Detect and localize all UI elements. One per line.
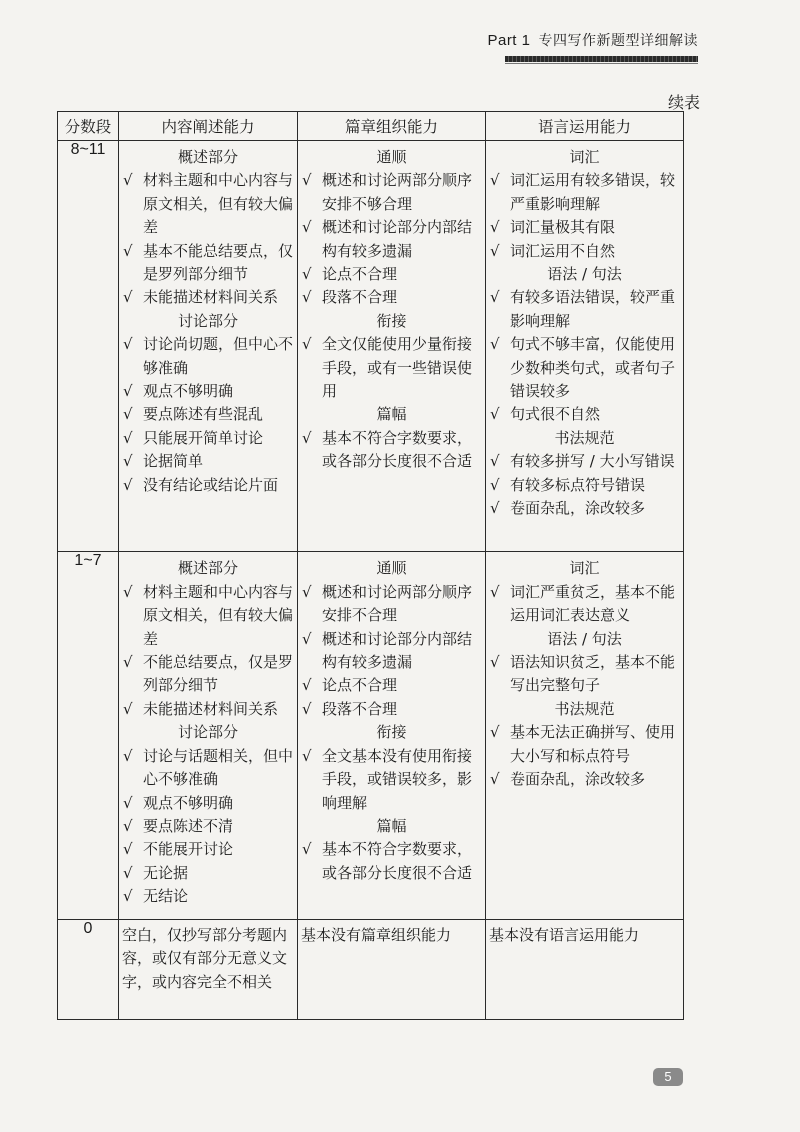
subheading: 篇幅 — [376, 405, 407, 424]
list-item — [302, 263, 481, 286]
check-icon: √ — [123, 241, 133, 260]
continued-label: 续表 — [667, 93, 700, 112]
list-item — [123, 333, 293, 380]
subheading: 语法 / 句法 — [547, 629, 622, 648]
check-icon: √ — [302, 699, 312, 718]
item-text: 句式很不自然 — [510, 405, 601, 424]
list-item — [302, 838, 481, 885]
column-header-score: 分数段 — [58, 112, 119, 141]
list-item — [123, 698, 293, 721]
list-item — [490, 216, 679, 239]
list-item — [302, 745, 481, 815]
list-item — [490, 240, 679, 263]
list-item — [490, 651, 679, 698]
item-text: 材料主题和中心内容与原文相关，但有较大偏差 — [143, 582, 294, 648]
item-text: 段落不合理 — [322, 288, 398, 307]
list-item — [490, 721, 679, 768]
list-item — [302, 216, 481, 263]
list-item — [302, 628, 481, 675]
check-icon: √ — [123, 171, 133, 190]
list-item — [490, 169, 679, 216]
item-text: 概述和讨论部分内部结构有较多遗漏 — [322, 218, 473, 260]
item-text: 词汇运用有较多错误，较严重影响理解 — [510, 171, 676, 213]
list-item — [123, 450, 293, 473]
item-text: 没有结论或结论片面 — [143, 475, 279, 494]
item-text: 无结论 — [143, 887, 189, 906]
check-icon: √ — [302, 265, 312, 284]
header-rule-thin — [505, 63, 698, 64]
list-item — [302, 674, 481, 697]
check-icon: √ — [123, 887, 133, 906]
list-item — [490, 286, 679, 333]
list-item — [123, 474, 293, 497]
check-icon: √ — [123, 582, 133, 601]
item-text: 材料主题和中心内容与原文相关，但有较大偏差 — [143, 171, 294, 237]
organization-text: 基本没有篇章组织能力 — [301, 925, 452, 944]
list-item — [490, 497, 679, 520]
subheading: 语法 / 句法 — [547, 265, 622, 284]
check-icon: √ — [490, 405, 500, 424]
list-item — [123, 792, 293, 815]
item-text: 词汇量极其有限 — [510, 218, 616, 237]
item-text: 段落不合理 — [322, 699, 398, 718]
check-icon: √ — [123, 840, 133, 859]
content-cell — [119, 141, 298, 552]
list-item — [123, 403, 293, 426]
item-text: 讨论与话题相关，但中心不够准确 — [143, 746, 294, 789]
check-icon: √ — [123, 382, 133, 401]
language-text: 基本没有语言运用能力 — [489, 925, 640, 944]
check-icon: √ — [123, 428, 133, 447]
language-cell — [486, 141, 684, 552]
organization-cell — [298, 919, 486, 1019]
check-icon: √ — [302, 171, 312, 190]
list-item — [302, 698, 481, 721]
item-text: 基本无法正确拼写、使用大小写和标点符号 — [510, 723, 676, 765]
list-item — [123, 380, 293, 403]
item-text: 不能总结要点，仅是罗列部分细节 — [143, 653, 294, 695]
page-number: 5 — [653, 1068, 683, 1086]
item-text: 句式不够丰富，仅能使用少数种类句式，或者句子错误较多 — [510, 335, 676, 401]
check-icon: √ — [490, 475, 500, 494]
check-icon: √ — [302, 840, 312, 859]
language-cell — [486, 919, 684, 1019]
check-icon: √ — [123, 335, 133, 354]
list-item — [123, 838, 293, 861]
language-cell — [486, 552, 684, 919]
item-text: 不能展开讨论 — [143, 840, 234, 859]
scoring-table — [57, 111, 684, 1020]
list-item — [490, 581, 679, 628]
item-text: 词汇严重贫乏，基本不能运用词汇表达意义 — [510, 582, 676, 625]
check-icon: √ — [490, 218, 500, 237]
item-text: 基本不符合字数要求，或各部分长度很不合适 — [322, 840, 473, 882]
list-item — [123, 286, 293, 309]
item-text: 基本不符合字数要求，或各部分长度很不合适 — [322, 428, 473, 471]
table-row — [58, 552, 684, 919]
list-item — [302, 286, 481, 309]
list-item — [123, 815, 293, 838]
subheading: 通顺 — [376, 559, 407, 578]
item-text: 论据简单 — [143, 452, 204, 471]
subheading: 讨论部分 — [177, 723, 238, 742]
check-icon: √ — [123, 288, 133, 307]
check-icon: √ — [490, 653, 500, 672]
list-item — [123, 862, 293, 885]
check-icon: √ — [490, 241, 500, 260]
subheading: 衔接 — [376, 311, 407, 330]
item-text: 只能展开简单讨论 — [143, 428, 264, 447]
list-item — [123, 745, 293, 792]
item-text: 要点陈述有些混乱 — [143, 405, 264, 424]
subheading: 概述部分 — [177, 559, 238, 578]
item-text: 概述和讨论部分内部结构有较多遗漏 — [322, 629, 473, 672]
column-header-organization: 篇章组织能力 — [298, 112, 486, 141]
table-row — [58, 919, 684, 1019]
content-cell — [119, 552, 298, 919]
score-band: 1~7 — [58, 552, 119, 919]
subheading: 通顺 — [376, 148, 407, 166]
check-icon: √ — [123, 746, 133, 765]
check-icon: √ — [302, 629, 312, 648]
item-text: 未能描述材料间关系 — [143, 288, 279, 307]
page-header — [487, 30, 698, 50]
subheading: 讨论部分 — [177, 311, 238, 330]
item-text: 未能描述材料间关系 — [143, 699, 279, 718]
list-item — [123, 885, 293, 908]
check-icon: √ — [490, 582, 500, 601]
header-part-label: Part 1 — [487, 32, 531, 49]
check-icon: √ — [490, 171, 500, 190]
score-band: 0 — [58, 919, 119, 1019]
content-cell — [119, 919, 298, 1019]
list-item — [302, 581, 481, 628]
list-item — [123, 581, 293, 651]
check-icon: √ — [123, 816, 133, 835]
check-icon: √ — [123, 475, 133, 494]
item-text: 无论据 — [143, 863, 189, 882]
column-header-language: 语言运用能力 — [486, 112, 684, 141]
item-text: 基本不能总结要点，仅是罗列部分细节 — [143, 241, 294, 284]
list-item — [490, 450, 679, 473]
organization-cell — [298, 552, 486, 919]
check-icon: √ — [123, 863, 133, 882]
header-rule — [505, 56, 698, 62]
check-icon: √ — [302, 676, 312, 695]
list-item — [302, 169, 481, 216]
list-item — [123, 427, 293, 450]
list-item — [490, 474, 679, 497]
check-icon: √ — [490, 723, 500, 742]
item-text: 全文仅能使用少量衔接手段，或有一些错误使用 — [322, 335, 473, 401]
check-icon: √ — [490, 452, 500, 471]
list-item — [302, 427, 481, 474]
subheading: 衔接 — [376, 723, 407, 742]
check-icon: √ — [490, 335, 500, 354]
check-icon: √ — [123, 699, 133, 718]
check-icon: √ — [123, 653, 133, 672]
subheading: 概述部分 — [177, 148, 238, 166]
item-text: 论点不合理 — [322, 676, 398, 695]
check-icon: √ — [123, 452, 133, 471]
item-text: 有较多标点符号错误 — [510, 475, 646, 494]
table-header-row — [58, 112, 684, 141]
item-text: 要点陈述不清 — [143, 816, 234, 835]
check-icon: √ — [490, 770, 500, 789]
item-text: 概述和讨论两部分顺序安排不合理 — [322, 582, 473, 625]
check-icon: √ — [490, 499, 500, 518]
subheading: 篇幅 — [376, 816, 407, 835]
check-icon: √ — [302, 288, 312, 307]
subheading: 词汇 — [569, 148, 600, 166]
subheading: 词汇 — [569, 559, 600, 578]
item-text: 论点不合理 — [322, 265, 398, 284]
check-icon: √ — [302, 582, 312, 601]
item-text: 全文基本没有使用衔接手段，或错误较多，影响理解 — [322, 746, 473, 812]
header-title: 专四写作新题型详细解读 — [538, 33, 698, 49]
item-text: 语法知识贫乏，基本不能写出完整句子 — [510, 653, 676, 695]
list-item — [490, 403, 679, 426]
item-text: 观点不够明确 — [143, 382, 234, 401]
list-item — [302, 333, 481, 403]
score-band: 8~11 — [58, 141, 119, 552]
list-item — [490, 333, 679, 403]
item-text: 卷面杂乱，涂改较多 — [510, 499, 646, 518]
list-item — [123, 651, 293, 698]
column-header-content: 内容阐述能力 — [119, 112, 298, 141]
list-item — [123, 240, 293, 287]
item-text: 卷面杂乱，涂改较多 — [510, 770, 646, 789]
organization-cell — [298, 141, 486, 552]
table-row — [58, 141, 684, 552]
item-text: 词汇运用不自然 — [510, 241, 616, 260]
check-icon: √ — [123, 405, 133, 424]
subheading: 书法规范 — [554, 699, 615, 718]
check-icon: √ — [302, 218, 312, 237]
item-text: 有较多拼写 / 大小写错误 — [510, 452, 675, 471]
list-item — [123, 169, 293, 239]
item-text: 概述和讨论两部分顺序安排不够合理 — [322, 171, 473, 213]
subheading: 书法规范 — [554, 428, 615, 447]
list-item — [490, 768, 679, 791]
check-icon: √ — [123, 793, 133, 812]
item-text: 讨论尚切题，但中心不够准确 — [143, 335, 294, 377]
item-text: 有较多语法错误，较严重影响理解 — [510, 288, 676, 330]
check-icon: √ — [302, 428, 312, 447]
content-text: 空白，仅抄写部分考题内容，或仅有部分无意义文字，或内容完全不相关 — [122, 925, 288, 991]
item-text: 观点不够明确 — [143, 793, 234, 812]
check-icon: √ — [302, 335, 312, 354]
check-icon: √ — [490, 288, 500, 307]
check-icon: √ — [302, 746, 312, 765]
